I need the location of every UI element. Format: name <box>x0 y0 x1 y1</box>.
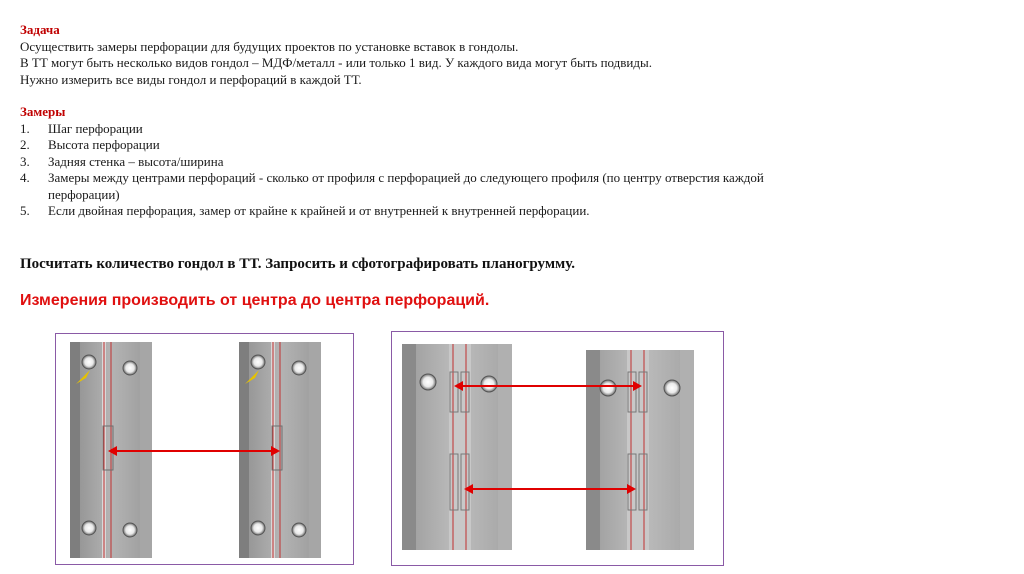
photo-single-perforation <box>55 333 354 565</box>
list-item-number: 5. <box>20 203 30 218</box>
measurements-heading: Замеры <box>20 104 66 119</box>
task-line: В ТТ могут быть несколько видов гондол – МДФ/металл - или только 1 вид. У каждого вида могут быть подвиды. <box>20 55 652 70</box>
task-line: Осуществить замеры перфорации для будущих проектов по установке вставок в гондолы. <box>20 38 519 54</box>
photo-double-perforation <box>391 331 724 566</box>
list-item-text: Шаг перфорации <box>48 120 143 136</box>
list-item-number: 1. <box>20 120 30 136</box>
measurements-list <box>20 121 980 220</box>
list-item-text: Замеры между центрами перфораций - сколько от профиля с перфорацией до следующего профиля (по центру отверстия каждой перфорации) <box>48 170 764 202</box>
list-item <box>20 121 980 138</box>
list-item-number: 2. <box>20 137 30 152</box>
slide-text <box>20 22 980 220</box>
list-item <box>20 170 980 203</box>
list-item-text: Если двойная перфорация, замер от крайне к крайней и от внутренней к внутренней перфорации. <box>48 203 590 218</box>
instruction-measure-center: Измерения производить от центра до центра перфораций. <box>20 292 490 309</box>
double-perforation-illustration <box>392 332 723 565</box>
task-heading: Задача <box>20 22 60 37</box>
list-item-number: 3. <box>20 153 30 169</box>
task-line: Нужно измерить все виды гондол и перфораций в каждой ТТ. <box>20 71 362 87</box>
profile-right-1 <box>402 344 512 550</box>
list-item-number: 4. <box>20 170 30 185</box>
list-item <box>20 203 980 220</box>
task-description <box>20 39 980 89</box>
profile-right-2 <box>586 350 694 550</box>
list-item <box>20 154 980 171</box>
list-item-text: Задняя стенка – высота/ширина <box>48 153 224 169</box>
list-item <box>20 137 980 154</box>
single-perforation-illustration <box>56 334 353 564</box>
instruction-count-gondolas: Посчитать количество гондол в ТТ. Запросить и сфотографировать планогрумму. <box>20 256 576 272</box>
list-item-text: Высота перфорации <box>48 137 160 152</box>
